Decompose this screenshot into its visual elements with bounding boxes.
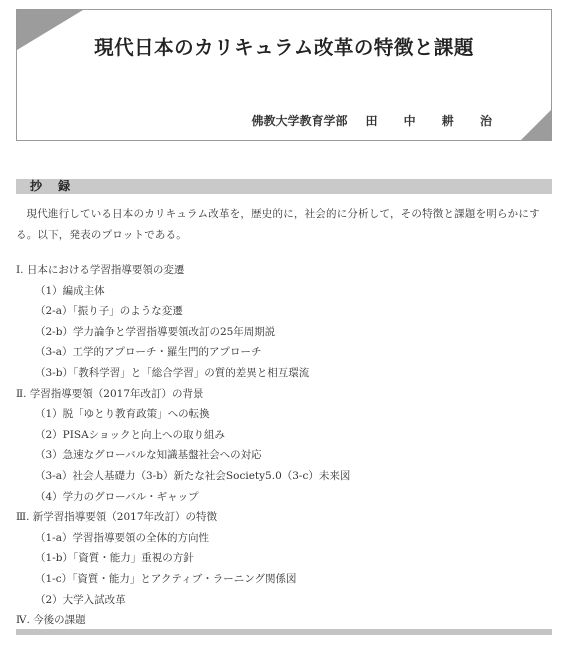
outline-subitem: （2）PISAショックと向上への取り組み [35,428,225,441]
outline-subitem: （2）大学入試改革 [35,593,126,606]
outline-subitem: （3-a）工学的アプローチ・羅生門的アプローチ [35,346,262,359]
author-line [251,112,503,129]
outline-subitem: （3-a）社会人基礎力（3-b）新たな社会Society5.0（3-c）未来図 [35,469,351,482]
outline-list [16,260,552,631]
author-affiliation: 佛教大学教育学部 [251,114,348,128]
outline-subitem: （3-b）「教科学習」と「総合学習」の質的差異と相互環流 [35,366,310,379]
outline-subitem: （1）編成主体 [35,284,105,297]
corner-decoration-bottom-right [521,110,551,140]
outline-section-heading: Ⅳ. 今後の課題 [16,614,86,627]
author-name: 田 中 耕 治 [365,114,503,128]
outline-subitem: （2-b）学力論争と学習指導要領改訂の25年周期説 [35,325,276,338]
outline-section-heading: Ⅲ. 新学習指導要領（2017年改訂）の特徴 [16,511,218,524]
outline-section-heading: Ⅰ. 日本における学習指導要領の変遷 [16,264,185,276]
bottom-divider [16,629,552,635]
outline-subitem: （4）学力のグローバル・ギャップ [35,490,199,503]
outline-subitem: （1-a）学習指導要領の全体的方向性 [35,531,209,544]
page-title: 現代日本のカリキュラム改革の特徴と課題 [94,36,474,59]
outline-subitem: （2-a）「振り子」のような変遷 [35,305,183,318]
outline-section-heading: Ⅱ. 学習指導要領（2017年改訂）の背景 [16,387,204,400]
outline-subitem: （1）脱「ゆとり教育政策」への転換 [35,408,210,421]
outline-subitem: （1-b）「資質・能力」重視の方針 [35,552,194,565]
title-box [16,9,552,141]
outline-subitem: （1-c）「資質・能力」とアクティブ・ラーニング関係図 [35,572,297,585]
abstract-header-bar [16,179,552,194]
outline-subitem: （3）急速なグローバルな知識基盤社会への対応 [35,449,262,462]
abstract-text: 現代進行している日本のカリキュラム改革を，歴史的に，社会的に分析して，その特徴と課題を明らかにする。以下，発表のプロットである。 [16,208,540,241]
abstract-label: 抄 録 [30,179,77,193]
